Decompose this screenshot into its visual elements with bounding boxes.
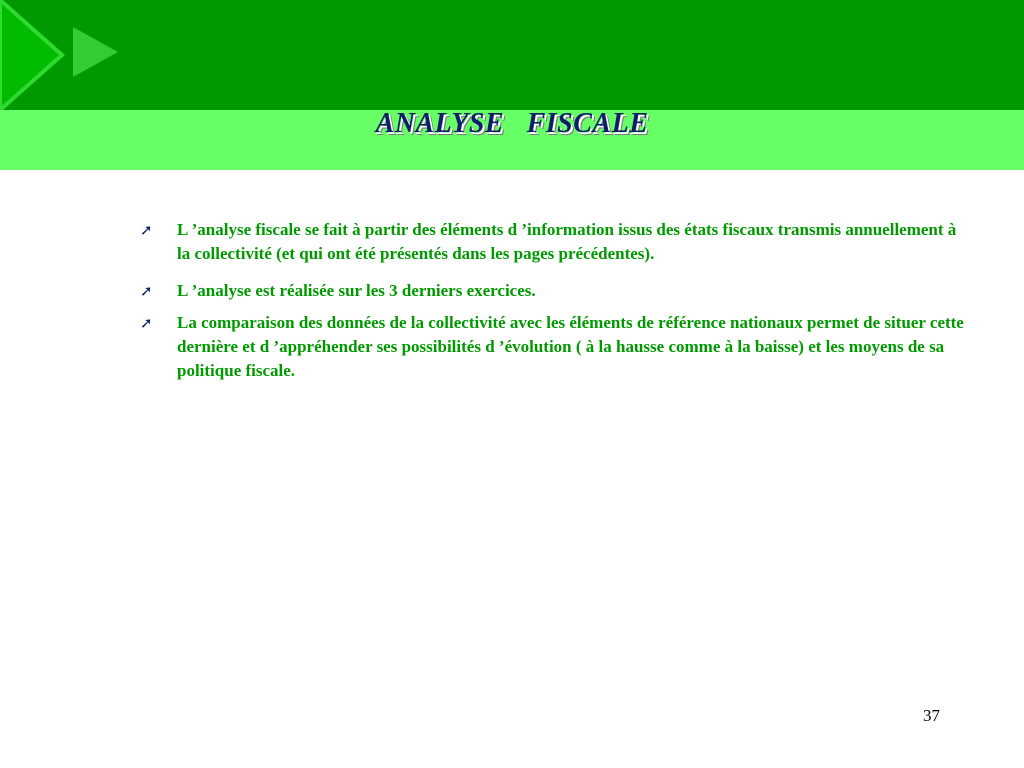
north-east-arrow-icon: ➚ <box>140 282 153 300</box>
north-east-arrow-icon: ➚ <box>140 221 153 239</box>
bullet-item <box>140 279 970 303</box>
bullet-text: L ’analyse est réalisée sur les 3 derniers exercices. <box>177 281 536 300</box>
bullet-text: La comparaison des données de la collectivité avec les éléments de référence nationaux permet de situer cette dernière et d ’appréhender ses possibilités d ’évolution ( à la hausse comme à la baisse) et les moyens de sa politique fiscale. <box>177 313 964 380</box>
bullet-item <box>140 311 970 383</box>
bullet-item <box>140 218 970 266</box>
header-band-dark <box>0 0 1024 110</box>
bullet-list <box>140 218 970 391</box>
page-number: 37 <box>923 706 940 725</box>
north-east-arrow-icon: ➚ <box>140 314 153 332</box>
bullet-text: L ’analyse fiscale se fait à partir des éléments d ’information issus des états fiscaux transmis annuellement à la collectivité (et qui ont été présentés dans les pages précédentes). <box>177 220 957 263</box>
slide-title: ANALYSE FISCALE <box>375 108 649 139</box>
large-triangle-icon <box>0 0 62 110</box>
decorative-arrows-icon <box>0 0 130 110</box>
small-triangle-icon <box>73 27 118 77</box>
